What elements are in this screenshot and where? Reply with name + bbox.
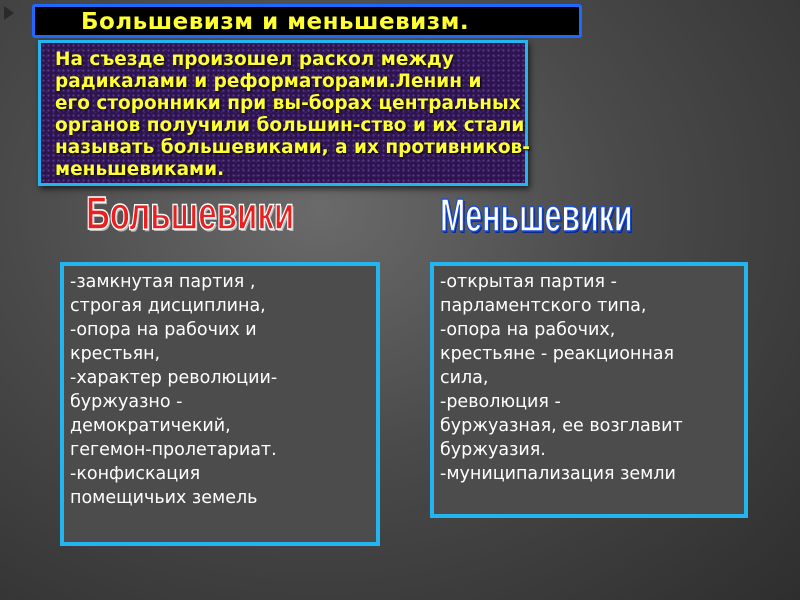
mensheviki-line: парламентского типа,	[440, 296, 647, 316]
bolsheviki-line: гегемон-пролетариат.	[70, 440, 277, 460]
bolsheviki-line: крестьян,	[70, 344, 161, 364]
mensheviki-line: крестьяне - реакционная	[440, 344, 675, 364]
mensheviki-line: -опора на рабочих,	[440, 320, 616, 340]
mensheviki-box	[430, 262, 748, 518]
mensheviki-line: -открытая партия -	[440, 272, 617, 292]
intro-line: радикалами и реформаторами.Ленин и	[55, 71, 482, 92]
bolsheviki-heading: Большевики	[86, 187, 295, 239]
bolsheviki-line: -замкнутая партия ,	[70, 272, 256, 292]
mensheviki-text	[440, 270, 683, 486]
bolsheviki-line: -конфискация	[70, 464, 201, 484]
mensheviki-line: буржуазная, ее возглавит	[440, 416, 683, 436]
slide-title: Большевизм и меньшевизм.	[81, 9, 470, 35]
mensheviki-line: -муниципализация земли	[440, 464, 676, 484]
bolsheviki-line: помещичьих земель	[70, 488, 258, 508]
mensheviki-line: буржуазия.	[440, 440, 546, 460]
intro-line: органов получили большин-ство и их стали	[55, 115, 525, 136]
bolsheviki-box	[60, 262, 380, 546]
intro-text	[55, 49, 535, 181]
bolsheviki-line: -характер революции-	[70, 368, 278, 388]
bolsheviki-line: демократичекий,	[70, 416, 231, 436]
bolsheviki-line: -опора на рабочих и	[70, 320, 257, 340]
mensheviki-line: -революция -	[440, 392, 561, 412]
intro-box	[38, 40, 528, 186]
intro-line: его сторонники при вы-борах центральных	[55, 93, 521, 114]
slide-arrow-icon	[4, 6, 14, 20]
intro-line: называть большевиками, а их противников-	[55, 137, 530, 158]
title-bar	[32, 4, 582, 38]
intro-line: меньшевиками.	[55, 159, 225, 180]
bolsheviki-line: строгая дисциплина,	[70, 296, 266, 316]
mensheviki-line: сила,	[440, 368, 489, 388]
bolsheviki-line: буржуазно -	[70, 392, 183, 412]
bolsheviki-text	[70, 270, 277, 510]
mensheviki-heading: Меньшевики	[440, 189, 633, 241]
intro-line: На съезде произошел раскол между	[55, 49, 454, 70]
